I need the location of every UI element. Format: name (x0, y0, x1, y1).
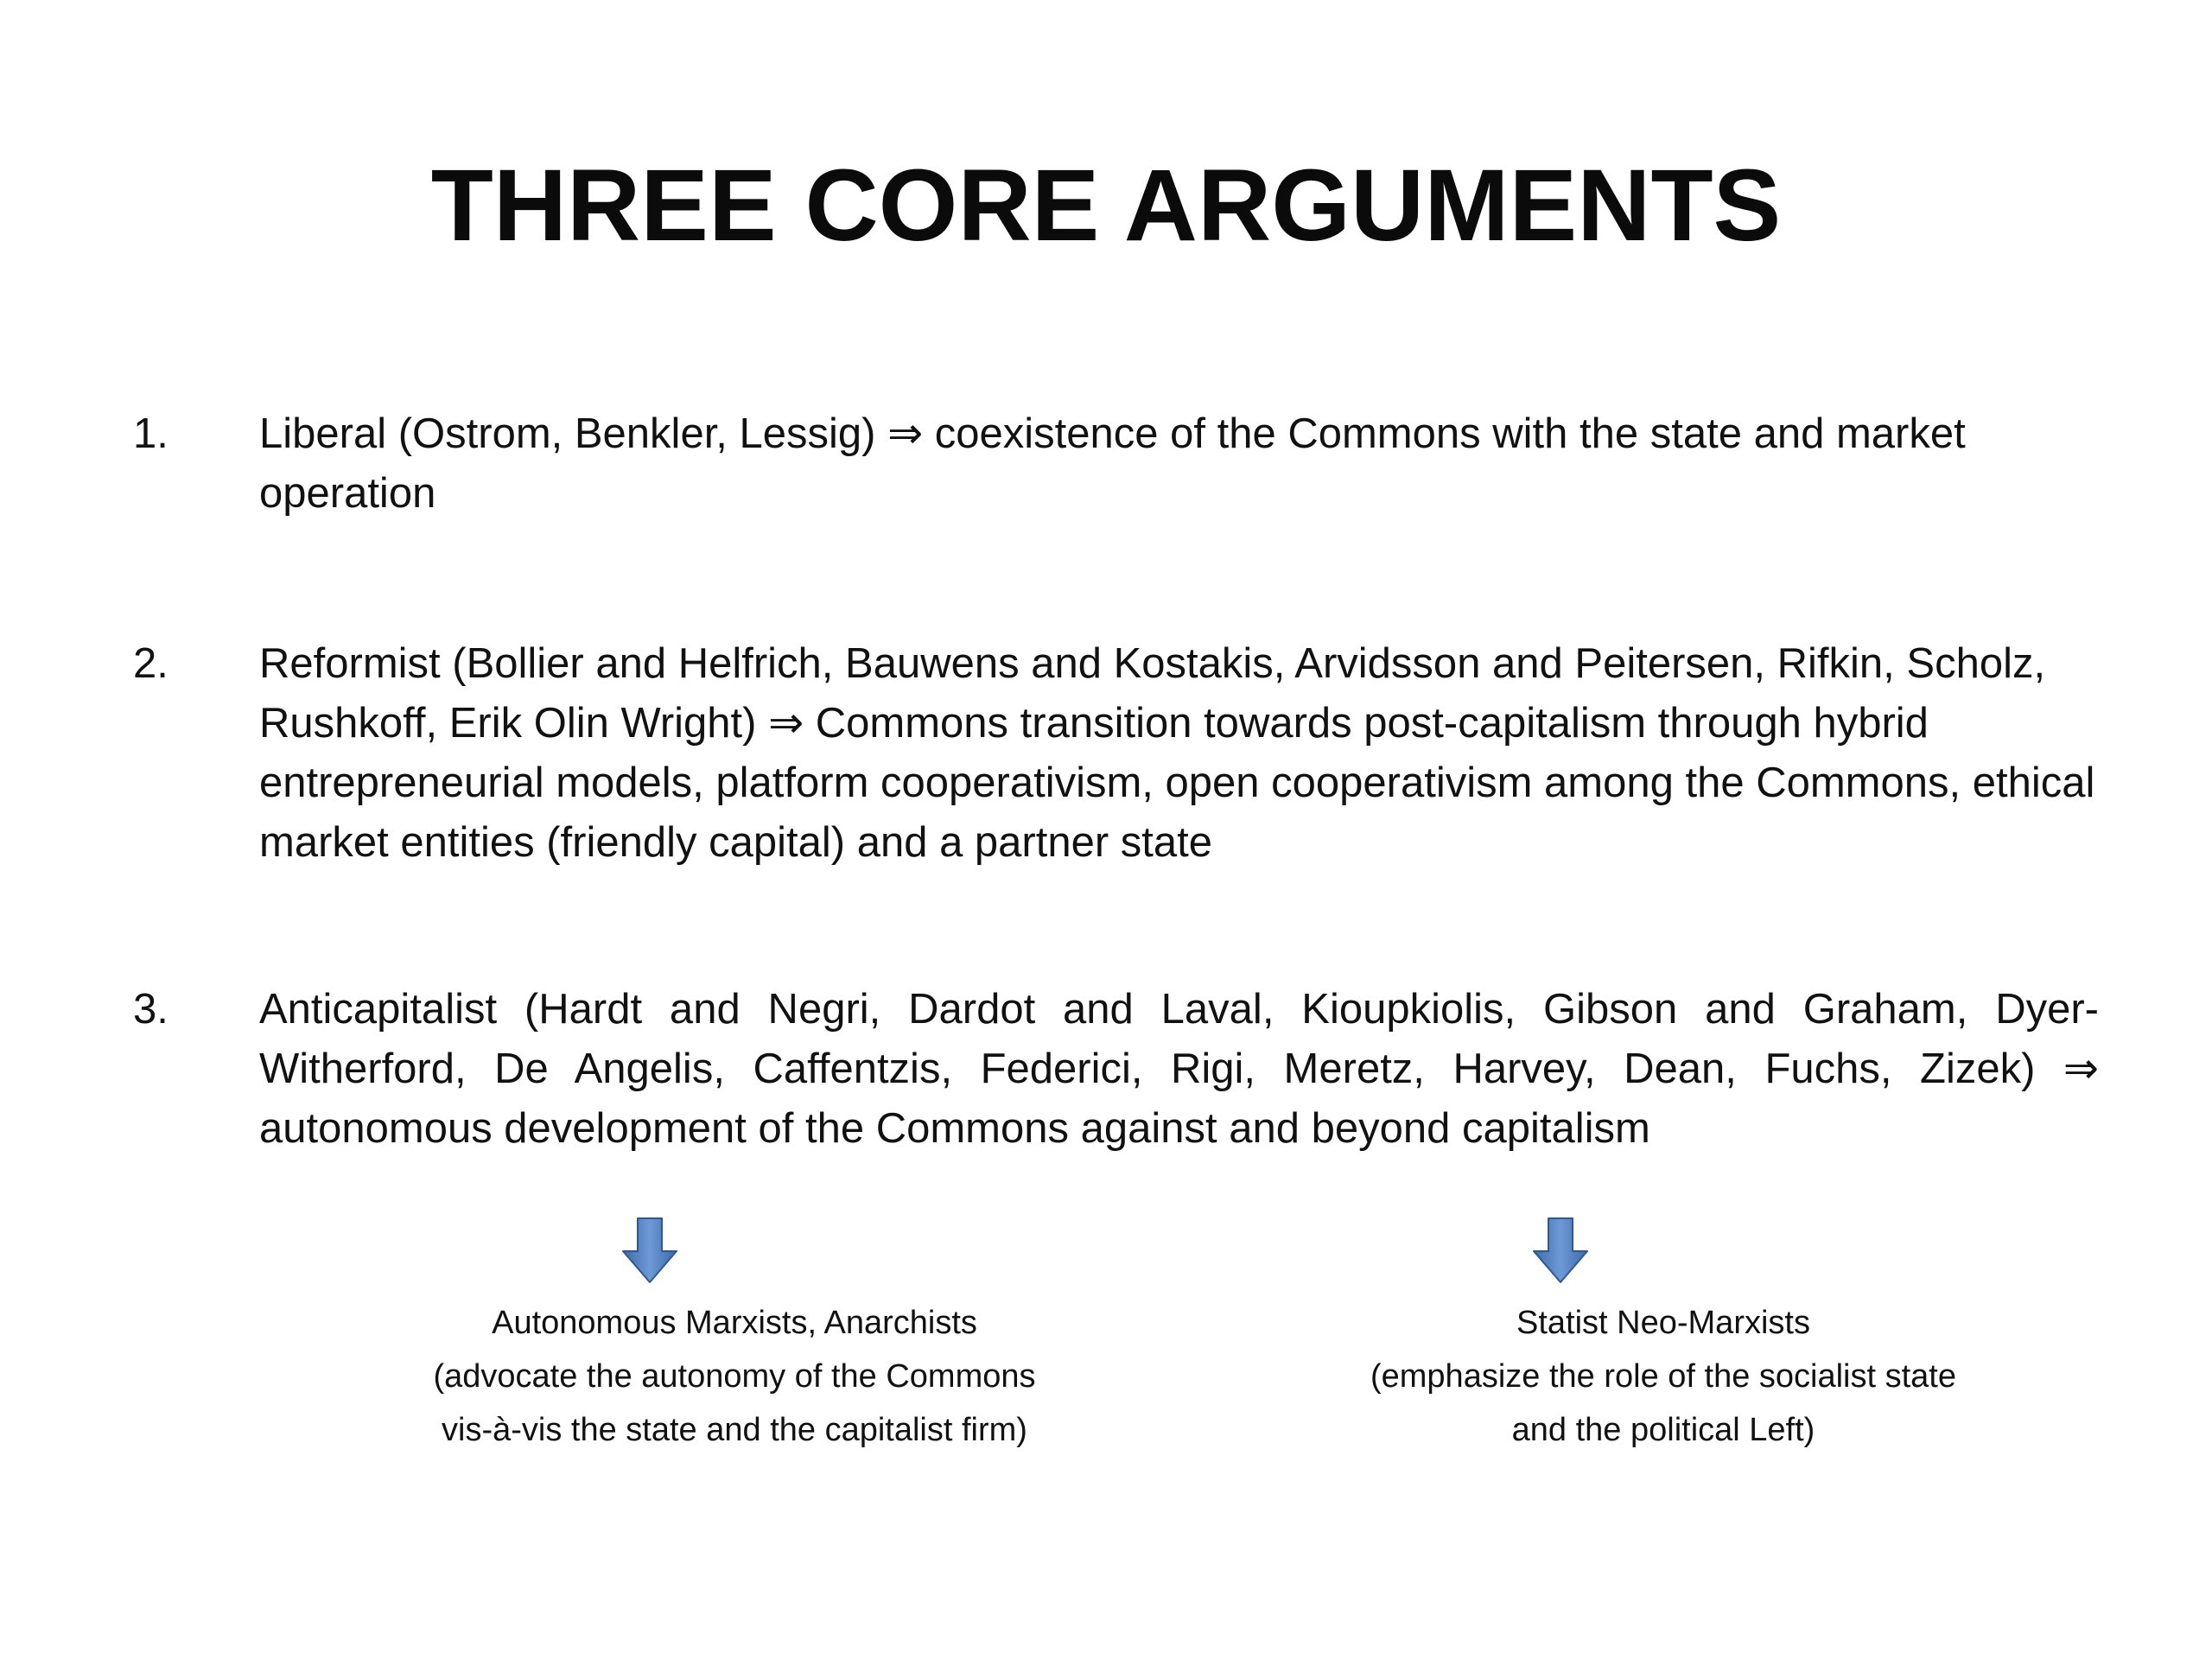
branch-heading: Autonomous Marxists, Anarchists (492, 1305, 977, 1341)
branch-statist-neo-marxists (1296, 1296, 2031, 1457)
down-arrow-icon (621, 1217, 678, 1284)
branch-description: vis-à-vis the state and the capitalist firm) (442, 1412, 1027, 1448)
branch-description: (advocate the autonomy of the Commons (433, 1358, 1036, 1395)
branch-description: and the political Left) (1511, 1412, 1815, 1448)
branch-description: (emphasize the role of the socialist state (1370, 1358, 1956, 1395)
item-text: Liberal (Ostrom, Benkler, Lessig) ⇒ coexistence of the Commons with the state and market operation (259, 410, 1966, 517)
item-number: 3. (133, 986, 168, 1033)
branch-heading: Statist Neo-Marxists (1516, 1305, 1810, 1341)
item-text: Reformist (Bollier and Helfrich, Bauwens and Kostakis, Arvidsson and Peitersen, Rifkin, Scholz, Rushkoff, Erik Olin Wright) ⇒ Commons transition towards post-capitalism through hybrid entrepreneurial models, platform cooperativism, open cooperativism among the Commons, ethical market entities (friendly capital) and a partner state (259, 640, 2095, 866)
branch-autonomous-marxists (380, 1296, 1089, 1457)
item-text: Anticapitalist (Hardt and Negri, Dardot and Laval, Kioupkiolis, Gibson and Graham, Dyer-Witherford, De Angelis, Caffentzis, Federici, Rigi, Meretz, Harvey, Dean, Fuchs, Zizek) ⇒ autonomous development of the Commons against and beyond capitalism (259, 986, 2099, 1152)
item-number: 2. (133, 640, 168, 687)
item-number: 1. (133, 410, 168, 457)
slide-title: THREE CORE ARGUMENTS (430, 149, 1782, 263)
down-arrow-icon (1532, 1217, 1589, 1284)
